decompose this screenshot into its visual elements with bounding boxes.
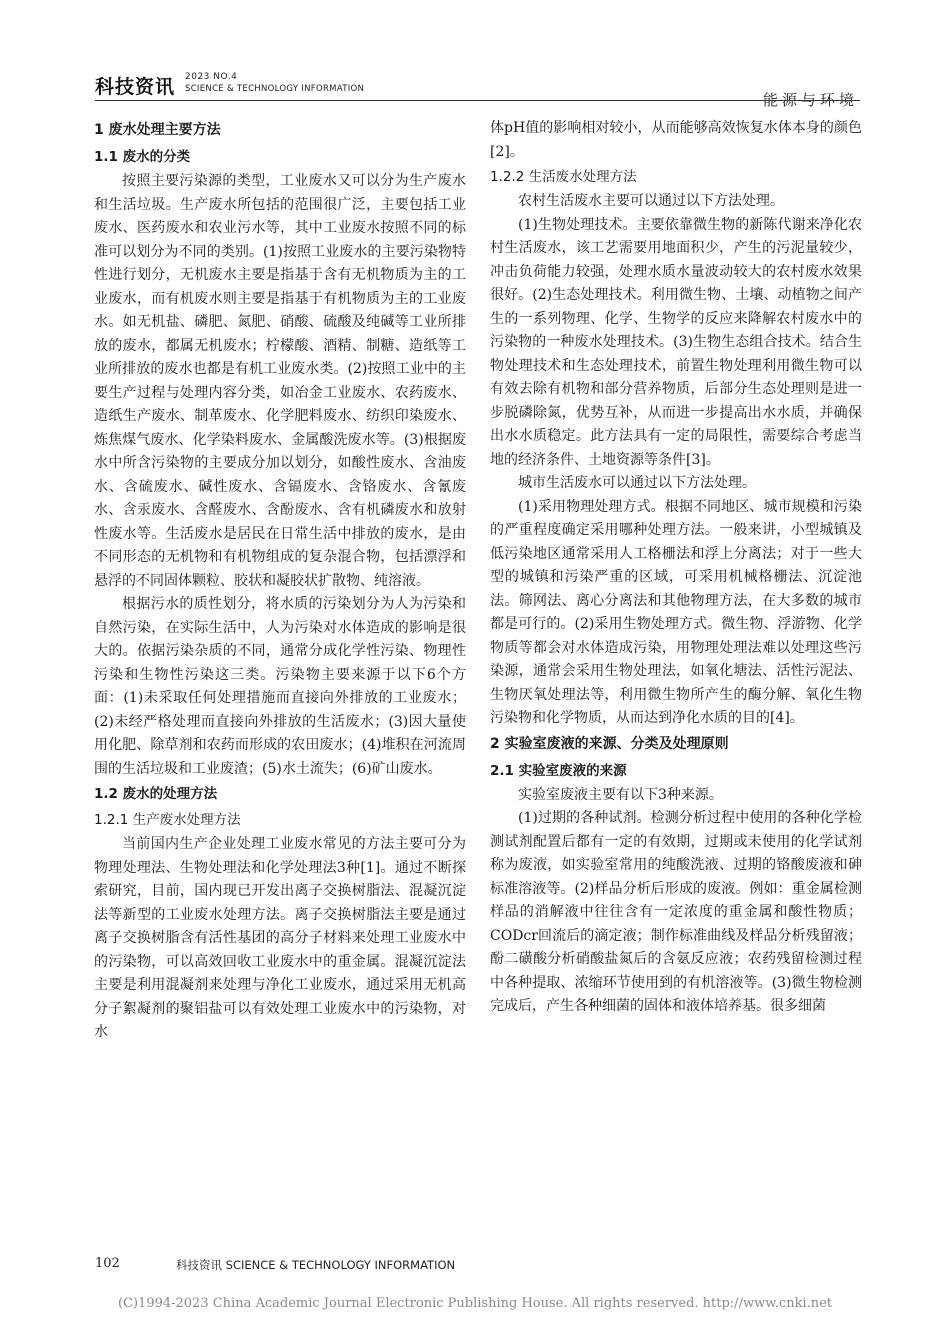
issue-label: 2023 NO.4 (185, 72, 238, 82)
section-heading: 2.1 实验室废液的来源 (490, 762, 627, 779)
section-heading: 1.1 废水的分类 (94, 149, 191, 165)
footer-journal-title: 科技资讯 SCIENCE & TECHNOLOGY INFORMATION (176, 1258, 456, 1272)
section-heading: 1.2.1 生产废水处理方法 (94, 812, 241, 828)
body-paragraph: 根据污水的质性划分，将水质的污染划分为人为污染和自然污染，在实际生活中，人为污染对水体造成的影响是很大的。依据污染杂质的不同，通常分成化学性污染、物理性污染和生物性污染这三类。污染物主要来源于以下6个方面：(1)未采取任何处理措施而直接向外排放的工业废水；(2)未经严格处理而直接向外排放的生活废水；(3)因大量使用化肥、除草剂和农药而形成的农田废水；(4)堆积在河流周围的生活垃圾和工业废渣；(5)水土流失；(6)矿山废水。 (94, 596, 466, 777)
body-paragraph: 按照主要污染源的类型，工业废水又可以分为生产废水和生活垃圾。生产废水所包括的范围很广泛，主要包括工业废水、医药废水和农业污水等，其中工业废水按照不同的标准可以划分为不同的类别。(1)按照工业废水的主要污染物特性进行划分，无机废水主要是指基于含有无机物质为主的工业废水，而有机废水则主要是指基于有机物质为主的工业废水。如无机盐、磷肥、氮肥、硝酸、硫酸及纯碱等工业所排放的废水，都属无机废水；柠檬酸、酒精、制糖、造纸等工业所排放的废水也都是有机工业废水类。(2)按照工业中的主要生产过程与处理内容分类，如冶金工业废水、农药废水、造纸生产废水、制革废水、化学肥料废水、纺织印染废水、炼焦煤气废水、化学染料废水、金属酸洗废水等。(3)根据废水中所含污染物的主要成分加以划分，如酸性废水、含油废水、含硫废水、碱性废水、含镉废水、含铬废水、含氰废水、含汞废水、含醛废水、含酚废水、含有机磷废水和放射性废水等。生活废水是居民在日常生活中排放的废水，是由不同形态的无机物和有机物组成的复杂混合物，包括漂浮和悬浮的不同固体颗粒、胶状和凝胶状扩散物、纯溶液。 (94, 173, 466, 589)
copyright-line: (C)1994-2023 China Academic Journal Electronic Publishing House. All rights reserved. http://www.cnki.net (117, 1296, 833, 1311)
section-heading: 1 废水处理主要方法 (94, 122, 221, 138)
body-paragraph: 体pH值的影响相对较小，从而能够高效恢复水体本身的颜色[2]。 (490, 120, 862, 160)
header-rule (95, 100, 860, 101)
body-paragraph: 农村生活废水主要可以通过以下方法处理。 (518, 193, 784, 209)
section-heading: 1.2 废水的处理方法 (94, 786, 218, 802)
left-column (94, 117, 466, 1045)
page-number: 102 (95, 1256, 120, 1271)
right-column (490, 117, 862, 1019)
journal-english-title: SCIENCE & TECHNOLOGY INFORMATION (185, 84, 365, 94)
body-paragraph: 城市生活废水可以通过以下方法处理。 (518, 475, 756, 491)
journal-logo: 科技资讯 (95, 76, 176, 98)
section-heading: 1.2.2 生活废水处理方法 (490, 169, 637, 185)
body-paragraph: (1)过期的各种试剂。检测分析过程中使用的各种化学检测试剂配置后都有一定的有效期，过期或未使用的化学试剂称为废液，如实验室常用的纯酸洗液、过期的铬酸废液和砷标准溶液等。(2)样品分析后形成的废液。例如：重金属检测样品的消解液中往往含有一定浓度的重金属和酸性物质；CODcr回流后的滴定液；制作标准曲线及样品分析残留液；酚二磺酸分析硝酸盐氮后的含氨反应液；农药残留检测过程中各种提取、浓缩环节使用到的有机溶液等。(3)微生物检测完成后，产生各种细菌的固体和液体培养基。很多细菌 (490, 810, 862, 1014)
section-heading: 2 实验室废液的来源、分类及处理原则 (490, 735, 729, 752)
section-label: 能源与环境 (762, 91, 858, 109)
body-paragraph: (1)采用物理处理方式。根据不同地区、城市规模和污染的严重程度确定采用哪种处理方法。一般来讲，小型城镇及低污染地区通常采用人工格栅法和浮上分离法；对于一些大型的城镇和污染严重的区域，可采用机械格栅法、沉淀池法。筛网法、离心分离法和其他物理方法，在大多数的城市都是可行的。(2)采用生物处理方式。微生物、浮游物、化学物质等都会对水体造成污染，用物理处理法难以处理这些污染源，通常会采用生物处理法，如氧化塘法、活性污泥法、生物厌氧处理法等，利用微生物所产生的酶分解、氧化生物污染物和化学物质，从而达到净化水质的目的[4]。 (490, 498, 862, 726)
body-paragraph: 当前国内生产企业处理工业废水常见的方法主要可分为物理处理法、生物处理法和化学处理法3种[1]。通过不断探索研究，目前，国内现已开发出离子交换树脂法、混凝沉淀法等新型的工业废水处理方法。离子交换树脂法主要是通过离子交换树脂含有活性基团的高分子材料来处理工业废水中的污染物，可以高效回收工业废水中的重金属。混凝沉淀法主要是利用混凝剂来处理与净化工业废水，通过采用无机高分子絮凝剂的聚铝盐可以有效处理工业废水中的污染物，对水 (94, 836, 466, 1040)
body-paragraph: 实验室废液主要有以下3种来源。 (518, 786, 723, 803)
body-paragraph: (1)生物处理技术。主要依靠微生物的新陈代谢来净化农村生活废水，该工艺需要用地面积少，产生的污泥量较少，冲击负荷能力较强，处理水质水量波动较大的农村废水效果很好。(2)生态处理技术。利用微生物、土壤、动植物之间产生的一系列物理、化学、生物学的反应来降解农村废水中的污染物的一种废水处理技术。(3)生物生态组合技术。结合生物处理技术和生态处理技术，前置生物处理利用微生物可以有效去除有机物和部分营养物质，后部分生态处理则是进一步脱磷除氮，优势互补，从而进一步提高出水水质，并确保出水水质稳定。此方法具有一定的局限性，需要综合考虑当地的经济条件、土地资源等条件[3]。 (490, 216, 862, 468)
